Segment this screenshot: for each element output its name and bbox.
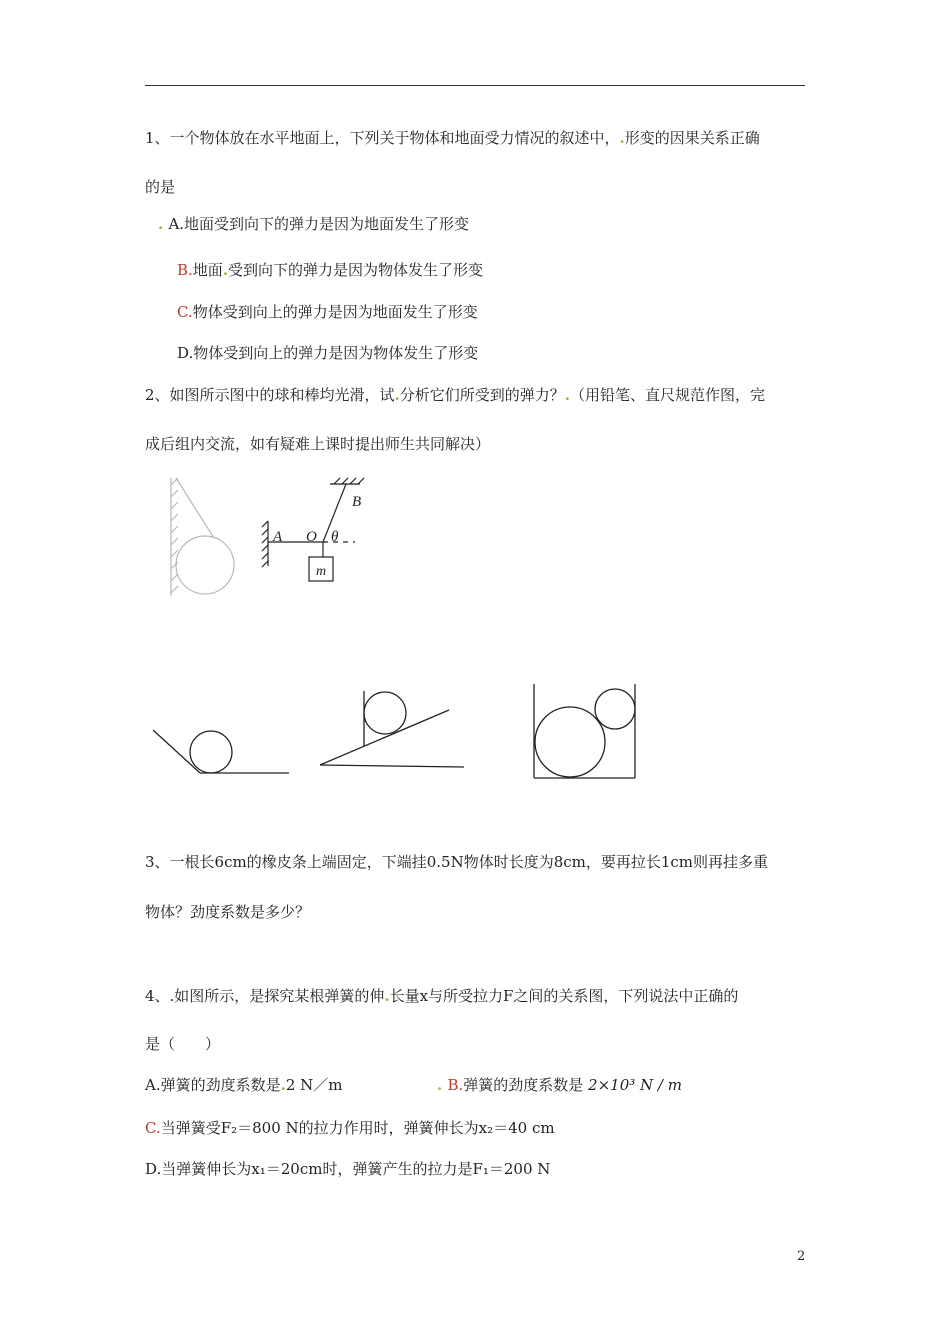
- q1-option-d[interactable]: D.物体受到向上的弹力是因为物体发生了形变: [177, 344, 479, 362]
- figure-ball-corner: [153, 730, 289, 773]
- q4-line2: 是（ ）: [145, 1035, 221, 1053]
- figure-balls-box: [534, 684, 635, 778]
- figure-ball-incline: [320, 691, 464, 767]
- figure-hanging-ball: [171, 478, 234, 596]
- q1-option-c[interactable]: C.物体受到向上的弹力是因为地面发生了形变: [177, 303, 478, 321]
- q1-option-a[interactable]: . A.地面受到向下的弹力是因为地面发生了形变: [158, 215, 470, 233]
- q3-line2: 物体？劲度系数是多少？: [145, 903, 311, 921]
- q4-line1: 4、.如图所示，是探究某根弹簧的伸.长量x与所受拉力F之间的关系图，下列说法中正确的: [145, 987, 739, 1005]
- q4-option-a[interactable]: A.弹簧的劲度系数是.2 N／m: [145, 1076, 343, 1094]
- q4-option-c[interactable]: C.当弹簧受F₂＝800 N的拉力作用时，弹簧伸长为x₂＝40 cm: [145, 1119, 555, 1137]
- q2-line2: 成后组内交流，如有疑难上课时提出师生共同解决）: [145, 435, 491, 453]
- q1-line2: 的是: [145, 178, 176, 196]
- spring-constant-formula: 2×10³ N / m: [588, 1076, 682, 1094]
- label-theta: θ: [331, 529, 339, 545]
- q2-line1: 2、如图所示图中的球和棒均光滑，试.分析它们所受到的弹力？.（用铅笔、直尺规范作图，完: [145, 386, 766, 404]
- label-b: B: [352, 494, 362, 510]
- q1-option-b[interactable]: B.地面.受到向下的弹力是因为物体发生了形变: [177, 261, 484, 279]
- q1-line1: 1、一个物体放在水平地面上，下列关于物体和地面受力情况的叙述中，.形变的因果关系正确: [145, 129, 760, 147]
- page-number: 2: [797, 1249, 806, 1264]
- label-m: m: [316, 564, 327, 579]
- q4-option-d[interactable]: D.当弹簧伸长为x₁＝20cm时，弹簧产生的拉力是F₁＝200 N: [145, 1160, 551, 1178]
- q4-option-b[interactable]: . B.弹簧的劲度系数是 2×10³ N / m: [437, 1076, 682, 1094]
- label-a: A: [273, 529, 283, 545]
- q3-line1: 3、一根长6cm的橡皮条上端固定，下端挂0.5N物体时长度为8cm，要再拉长1cm则再挂多重: [145, 853, 769, 871]
- label-o: O: [306, 529, 317, 545]
